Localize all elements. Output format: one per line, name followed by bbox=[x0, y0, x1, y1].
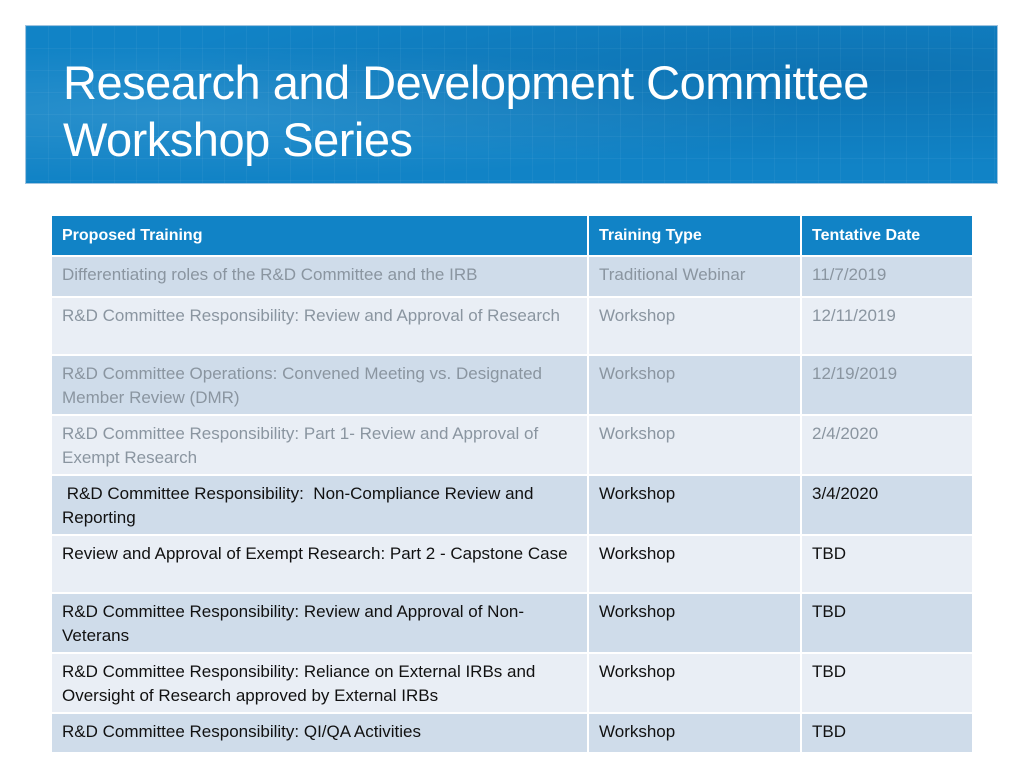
date-cell: TBD bbox=[801, 653, 972, 713]
date-cell: 11/7/2019 bbox=[801, 256, 972, 297]
header-training-type: Training Type bbox=[588, 216, 801, 256]
title-banner bbox=[25, 25, 998, 184]
table-row bbox=[52, 297, 972, 355]
training-cell: R&D Committee Responsibility: Non-Compliance Review and Reporting bbox=[52, 475, 588, 535]
type-cell: Workshop bbox=[588, 713, 801, 753]
training-cell: Differentiating roles of the R&D Committee and the IRB bbox=[52, 256, 588, 297]
date-cell: 3/4/2020 bbox=[801, 475, 972, 535]
type-cell: Workshop bbox=[588, 355, 801, 415]
date-cell: TBD bbox=[801, 593, 972, 653]
training-cell: R&D Committee Responsibility: Part 1- Review and Approval of Exempt Research bbox=[52, 415, 588, 475]
date-cell: 12/19/2019 bbox=[801, 355, 972, 415]
type-cell: Workshop bbox=[588, 297, 801, 355]
training-cell: R&D Committee Responsibility: Review and Approval of Non-Veterans bbox=[52, 593, 588, 653]
table-row bbox=[52, 593, 972, 653]
table-row bbox=[52, 256, 972, 297]
slide-title bbox=[63, 54, 963, 168]
table-row bbox=[52, 535, 972, 593]
table-row bbox=[52, 713, 972, 753]
table-header-row bbox=[52, 216, 972, 256]
table-row bbox=[52, 653, 972, 713]
date-cell: 12/11/2019 bbox=[801, 297, 972, 355]
header-proposed-training: Proposed Training bbox=[52, 216, 588, 256]
date-cell: 2/4/2020 bbox=[801, 415, 972, 475]
type-cell: Workshop bbox=[588, 535, 801, 593]
training-cell: R&D Committee Operations: Convened Meeting vs. Designated Member Review (DMR) bbox=[52, 355, 588, 415]
table-row bbox=[52, 355, 972, 415]
type-cell: Workshop bbox=[588, 475, 801, 535]
training-cell: Review and Approval of Exempt Research: Part 2 - Capstone Case bbox=[52, 535, 588, 593]
date-cell: TBD bbox=[801, 535, 972, 593]
training-table-container bbox=[52, 216, 972, 754]
header-tentative-date: Tentative Date bbox=[801, 216, 972, 256]
type-cell: Traditional Webinar bbox=[588, 256, 801, 297]
title-line-1: Research and Development Committee bbox=[63, 56, 869, 109]
type-cell: Workshop bbox=[588, 653, 801, 713]
table-row bbox=[52, 475, 972, 535]
training-schedule-table bbox=[52, 216, 972, 754]
training-cell: R&D Committee Responsibility: Review and Approval of Research bbox=[52, 297, 588, 355]
type-cell: Workshop bbox=[588, 593, 801, 653]
training-cell: R&D Committee Responsibility: Reliance on External IRBs and Oversight of Research approved by External IRBs bbox=[52, 653, 588, 713]
training-cell: R&D Committee Responsibility: QI/QA Activities bbox=[52, 713, 588, 753]
type-cell: Workshop bbox=[588, 415, 801, 475]
title-line-2: Workshop Series bbox=[63, 113, 413, 166]
date-cell: TBD bbox=[801, 713, 972, 753]
table-row bbox=[52, 415, 972, 475]
